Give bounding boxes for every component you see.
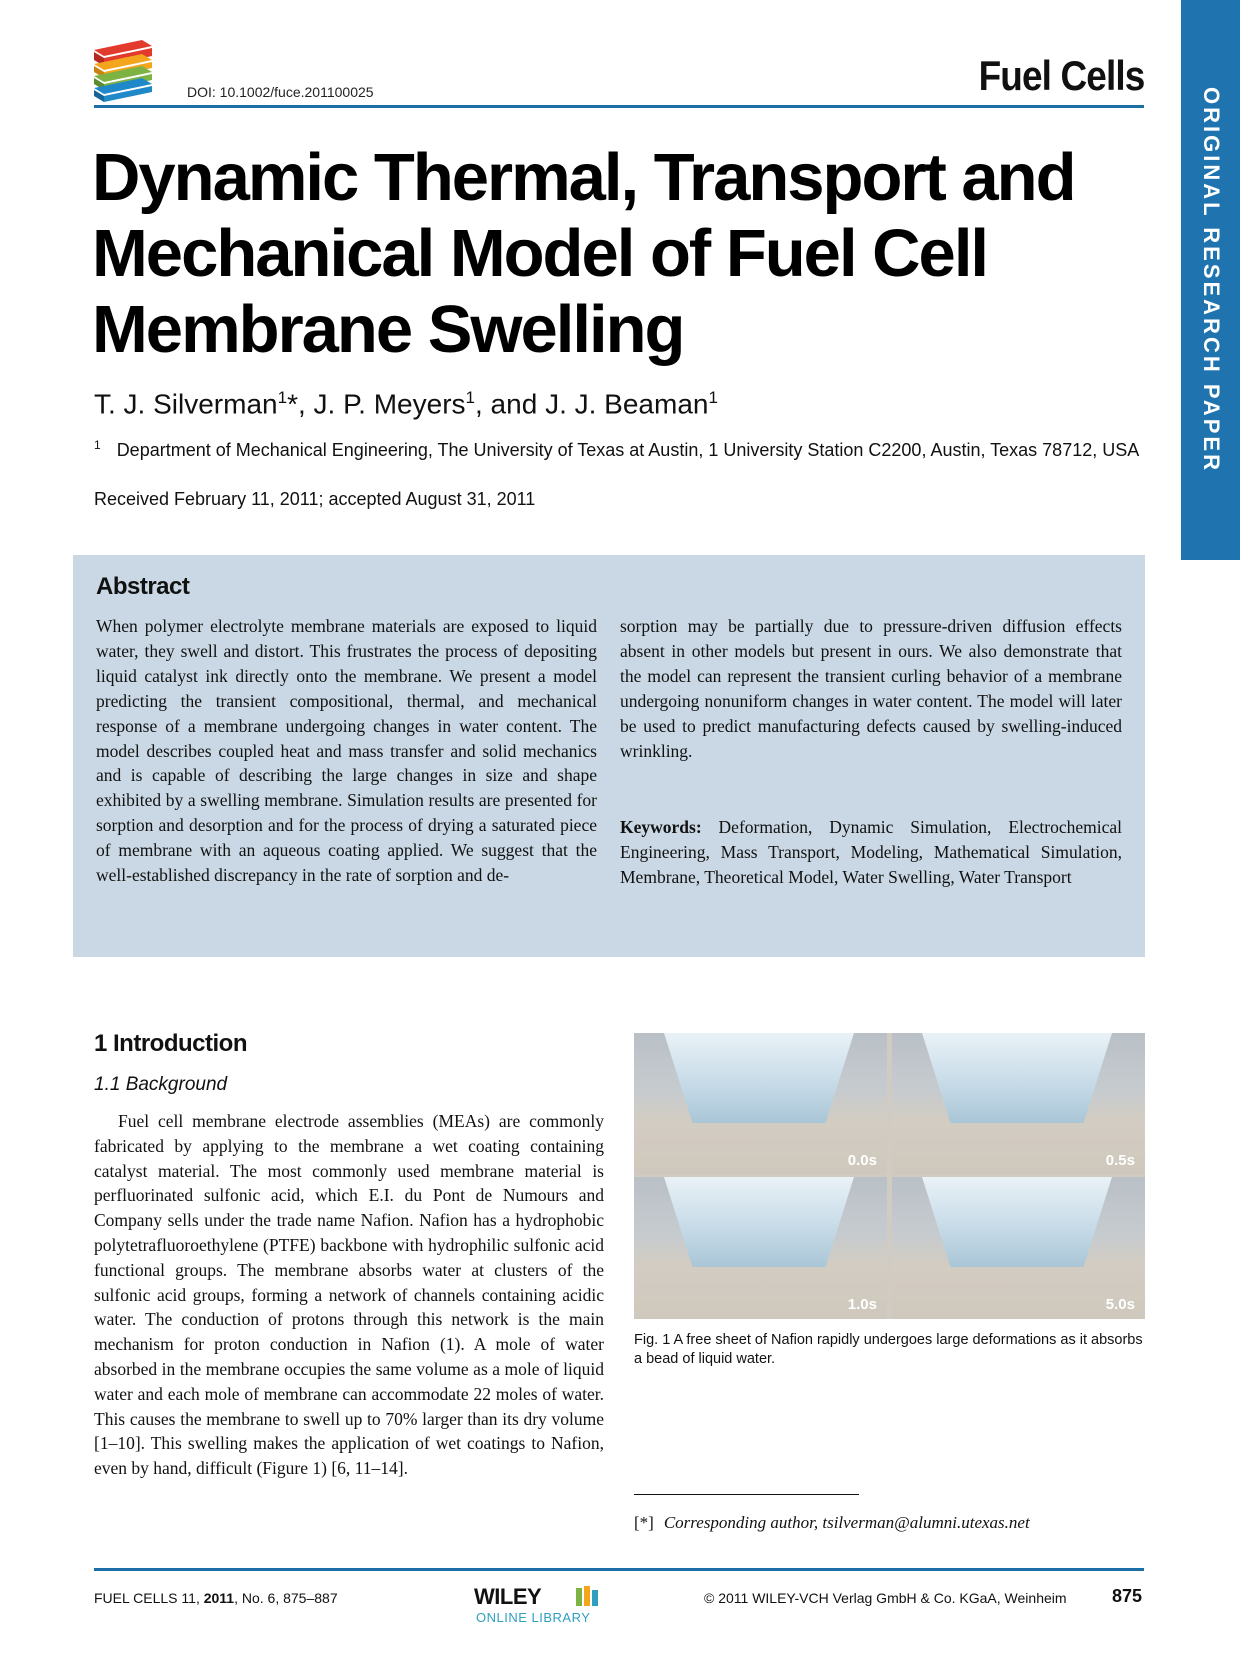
journal-name: Fuel Cells (978, 52, 1144, 99)
figure-panel (634, 1177, 887, 1319)
time-label: 1.0s (847, 1296, 877, 1313)
author-name: J. J. Beaman (545, 388, 709, 420)
citation-year: 2011 (203, 1590, 235, 1606)
header-rule (94, 105, 1144, 108)
doi: DOI: 10.1002/fuce.201100025 (187, 84, 374, 100)
figure-caption: Fig. 1 A free sheet of Nafion rapidly undergoes large deformations as it absorbs a bead of liquid water. (634, 1332, 1143, 1367)
time-label: 0.5s (1105, 1152, 1135, 1169)
article-title: Dynamic Thermal, Transport and Mechanical Model of Fuel Cell Membrane Swelling (92, 140, 1075, 367)
journal-logo (92, 36, 154, 102)
affiliation-text: Department of Mechanical Engineering, The University of Texas at Austin, 1 University Station C2200, Austin, Texas 78712, USA (116, 440, 1140, 460)
footnote-text: Corresponding author, tsilverman@alumni.utexas.net (663, 1513, 1030, 1532)
footnote (634, 1513, 1030, 1533)
abstract-heading: Abstract (96, 573, 190, 600)
citation-journal: FUEL CELLS 11, (94, 1590, 204, 1606)
corresponding-mark: * (287, 388, 298, 420)
author-separator: , and (475, 388, 546, 420)
figure-panel (892, 1177, 1145, 1319)
article-type-label: ORIGINAL RESEARCH PAPER (1198, 86, 1224, 474)
page-number: 875 (1112, 1586, 1143, 1606)
footnote-mark: [*] (634, 1513, 654, 1532)
time-label: 0.0s (847, 1152, 877, 1169)
citation-issue: , No. 6, 875–887 (234, 1590, 338, 1606)
citation (94, 1590, 338, 1606)
footnote-rule (634, 1494, 859, 1495)
author-affil-sup: 1 (708, 388, 718, 407)
author-name: T. J. Silverman (94, 388, 278, 420)
wiley-online-library-text: ONLINE LIBRARY (476, 1610, 591, 1625)
keywords-label: Keywords: (620, 817, 702, 837)
figure-panel (892, 1033, 1145, 1175)
affiliation-number: 1 (94, 438, 101, 452)
keywords-text: Deformation, Dynamic Simulation, Electrochemical Engineering, Mass Transport, Modeling, Mathematical Simulation, Membrane, Theoretical Model, Water Swelling, Water Transport (620, 817, 1122, 887)
affiliation (94, 438, 1174, 461)
section-heading: 1 Introduction (94, 1030, 247, 1057)
article-type-tab (1181, 0, 1240, 560)
subsection-heading: 1.1 Background (94, 1074, 228, 1095)
footer-rule (94, 1568, 1144, 1571)
keywords (620, 815, 1122, 890)
received-dates: Received February 11, 2011; accepted August 31, 2011 (94, 489, 536, 509)
figure-1 (634, 1033, 1145, 1319)
author-list (94, 388, 718, 420)
author-affil-sup: 1 (465, 388, 475, 407)
books-icon (574, 1584, 602, 1608)
author-name: J. P. Meyers (313, 388, 466, 420)
author-affil-sup: 1 (277, 388, 288, 407)
intro-paragraph: Fuel cell membrane electrode assemblies (MEAs) are commonly fabricated by applying to the membrane a wet coating containing catalyst material. The most commonly used membrane material is perfluorinated sulfonic acid, which E.I. du Pont de Numours and Company sells under the trade name Nafion. Nafion has a hydrophobic polytetrafluoroethylene (PTFE) backbone with hydrophilic sulfonic acid functional groups. The membrane absorbs water at clusters of the sulfonic acid groups, forming a network of channels containing acidic water. The conduction of protons through this network is the main mechanism for proton conduction in Nafion (1). A mole of water absorbed in the membrane occupies the same volume as a mole of liquid water and each mole of membrane can accommodate 22 moles of water. This causes the membrane to swell up to 70% larger than its dry volume [1–10]. This swelling makes the application of wet coatings to Nafion, even by hand, difficult (Figure 1) [6, 11–14]. (94, 1111, 604, 1479)
abstract-column-2: sorption may be partially due to pressure-driven diffusion effects absent in other models but present in ours. We also demonstrate that the model can represent the transient curling behavior of a membrane undergoing nonuniform changes in water content. The model will later be used to predict manufacturing defects caused by swelling-induced wrinkling. (620, 616, 1122, 761)
wiley-online-library-logo[interactable] (474, 1584, 606, 1628)
figure-panel (634, 1033, 887, 1175)
wiley-wordmark: WILEY (474, 1584, 542, 1609)
copyright: © 2011 WILEY-VCH Verlag GmbH & Co. KGaA, Weinheim (704, 1590, 1067, 1606)
abstract-column-1: When polymer electrolyte membrane materials are exposed to liquid water, they swell and distort. This frustrates the process of depositing liquid catalyst ink directly onto the membrane. We present a model predicting the transient compositional, thermal, and mechanical response of a membrane undergoing changes in water content. The model describes coupled heat and mass transfer and solid mechanics and is capable of describing the large changes in size and shape exhibited by a swelling membrane. Simulation results are presented for sorption and desorption and for the process of drying a saturated piece of membrane with an aqueous coating applied. We suggest that the well-established discrepancy in the rate of sorption and de- (96, 616, 597, 886)
time-label: 5.0s (1105, 1296, 1135, 1313)
author-separator: , (297, 388, 314, 420)
